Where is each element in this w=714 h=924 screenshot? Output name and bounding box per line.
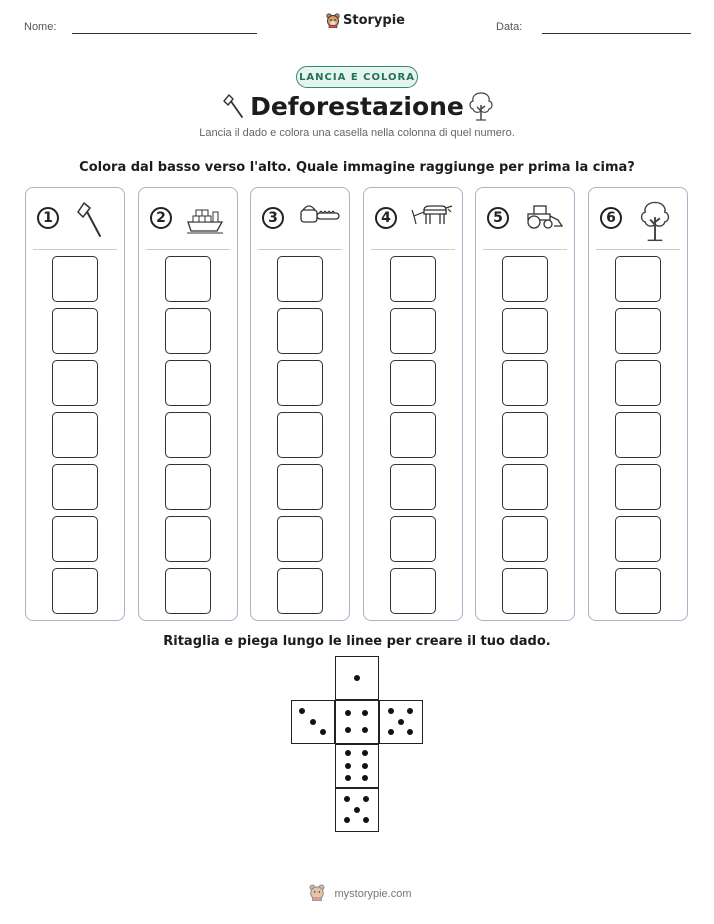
die-pip — [388, 708, 394, 714]
color-box[interactable] — [165, 464, 211, 510]
color-box[interactable] — [615, 516, 661, 562]
tree-icon — [635, 200, 675, 248]
die-pip — [299, 708, 305, 714]
dice-column-4 — [363, 187, 463, 621]
color-box[interactable] — [390, 308, 436, 354]
color-box[interactable] — [615, 360, 661, 406]
die-pip — [345, 727, 351, 733]
footer-url: mystorypie.com — [334, 888, 412, 900]
instruction-text: Colora dal basso verso l'alto. Quale immagine raggiunge per prima la cima? — [79, 160, 635, 175]
color-box[interactable] — [390, 516, 436, 562]
cut-instruction: Ritaglia e piega lungo le linee per creare il tuo dado. — [163, 634, 551, 649]
color-box[interactable] — [165, 412, 211, 458]
column-number: 6 — [600, 207, 622, 229]
column-number: 1 — [37, 207, 59, 229]
brand-logo — [326, 13, 405, 28]
die-face-5 — [335, 788, 379, 832]
color-box[interactable] — [390, 412, 436, 458]
dice-column-3 — [250, 187, 350, 621]
die-pip — [362, 750, 368, 756]
color-box[interactable] — [390, 256, 436, 302]
dice-column-6 — [588, 187, 688, 621]
color-box[interactable] — [277, 464, 323, 510]
column-number: 5 — [487, 207, 509, 229]
color-box[interactable] — [502, 360, 548, 406]
column-divider — [596, 249, 680, 250]
die-pip — [362, 775, 368, 781]
die-pip — [310, 719, 316, 725]
ox-plow-icon — [410, 200, 454, 234]
tractor-icon — [522, 200, 564, 234]
color-box[interactable] — [390, 464, 436, 510]
color-box[interactable] — [165, 360, 211, 406]
color-box[interactable] — [277, 568, 323, 614]
column-number: 3 — [262, 207, 284, 229]
bear-mascot-icon — [326, 13, 340, 28]
color-box[interactable] — [502, 464, 548, 510]
die-pip — [362, 727, 368, 733]
column-number: 4 — [375, 207, 397, 229]
color-box[interactable] — [165, 308, 211, 354]
die-pip — [345, 763, 351, 769]
color-box[interactable] — [277, 412, 323, 458]
color-box[interactable] — [165, 516, 211, 562]
column-number: 2 — [150, 207, 172, 229]
chainsaw-icon — [297, 200, 341, 234]
die-pip — [345, 710, 351, 716]
page-title: Deforestazione — [250, 92, 464, 121]
color-box[interactable] — [615, 568, 661, 614]
date-label: Data: — [496, 21, 523, 33]
color-box[interactable] — [502, 308, 548, 354]
color-box[interactable] — [615, 308, 661, 354]
die-pip — [344, 817, 350, 823]
column-divider — [371, 249, 455, 250]
tree-icon — [465, 90, 497, 122]
die-face-4 — [335, 700, 379, 744]
die-pip — [362, 763, 368, 769]
color-box[interactable] — [615, 412, 661, 458]
color-box[interactable] — [52, 360, 98, 406]
die-pip — [398, 719, 404, 725]
date-field-line[interactable] — [542, 33, 691, 34]
column-divider — [483, 249, 567, 250]
color-box[interactable] — [277, 308, 323, 354]
die-pip — [345, 775, 351, 781]
die-pip — [344, 796, 350, 802]
column-divider — [258, 249, 342, 250]
column-divider — [146, 249, 230, 250]
die-pip — [407, 729, 413, 735]
color-box[interactable] — [502, 412, 548, 458]
name-field-line[interactable] — [72, 33, 257, 34]
color-box[interactable] — [52, 256, 98, 302]
activity-badge: LANCIA E COLORA — [296, 66, 418, 88]
color-box[interactable] — [615, 256, 661, 302]
color-box[interactable] — [165, 568, 211, 614]
color-box[interactable] — [502, 256, 548, 302]
color-box[interactable] — [277, 256, 323, 302]
dice-column-1 — [25, 187, 125, 621]
die-pip — [320, 729, 326, 735]
die-pip — [388, 729, 394, 735]
dice-column-2 — [138, 187, 238, 621]
column-divider — [33, 249, 117, 250]
axe-icon — [219, 92, 247, 120]
name-label: Nome: — [24, 21, 57, 33]
color-box[interactable] — [502, 568, 548, 614]
die-pip — [345, 750, 351, 756]
color-box[interactable] — [277, 516, 323, 562]
color-box[interactable] — [502, 516, 548, 562]
die-face-6 — [335, 744, 379, 788]
die-face-3 — [291, 700, 335, 744]
brand-name: Storypie — [343, 13, 405, 28]
die-pip — [363, 817, 369, 823]
die-pip — [354, 807, 360, 813]
color-box[interactable] — [390, 360, 436, 406]
axe-icon — [72, 200, 108, 244]
color-box[interactable] — [52, 464, 98, 510]
color-box[interactable] — [165, 256, 211, 302]
die-face-5 — [379, 700, 423, 744]
color-box[interactable] — [52, 568, 98, 614]
die-pip — [354, 675, 360, 681]
color-box[interactable] — [277, 360, 323, 406]
color-box[interactable] — [390, 568, 436, 614]
cargo-ship-icon — [185, 200, 225, 240]
color-box[interactable] — [52, 412, 98, 458]
die-face-1 — [335, 656, 379, 700]
die-pip — [363, 796, 369, 802]
color-box[interactable] — [52, 308, 98, 354]
page-subtitle: Lancia il dado e colora una casella nella colonna di quel numero. — [199, 127, 515, 139]
dice-column-5 — [475, 187, 575, 621]
color-box[interactable] — [615, 464, 661, 510]
die-pip — [407, 708, 413, 714]
die-pip — [362, 710, 368, 716]
color-box[interactable] — [52, 516, 98, 562]
